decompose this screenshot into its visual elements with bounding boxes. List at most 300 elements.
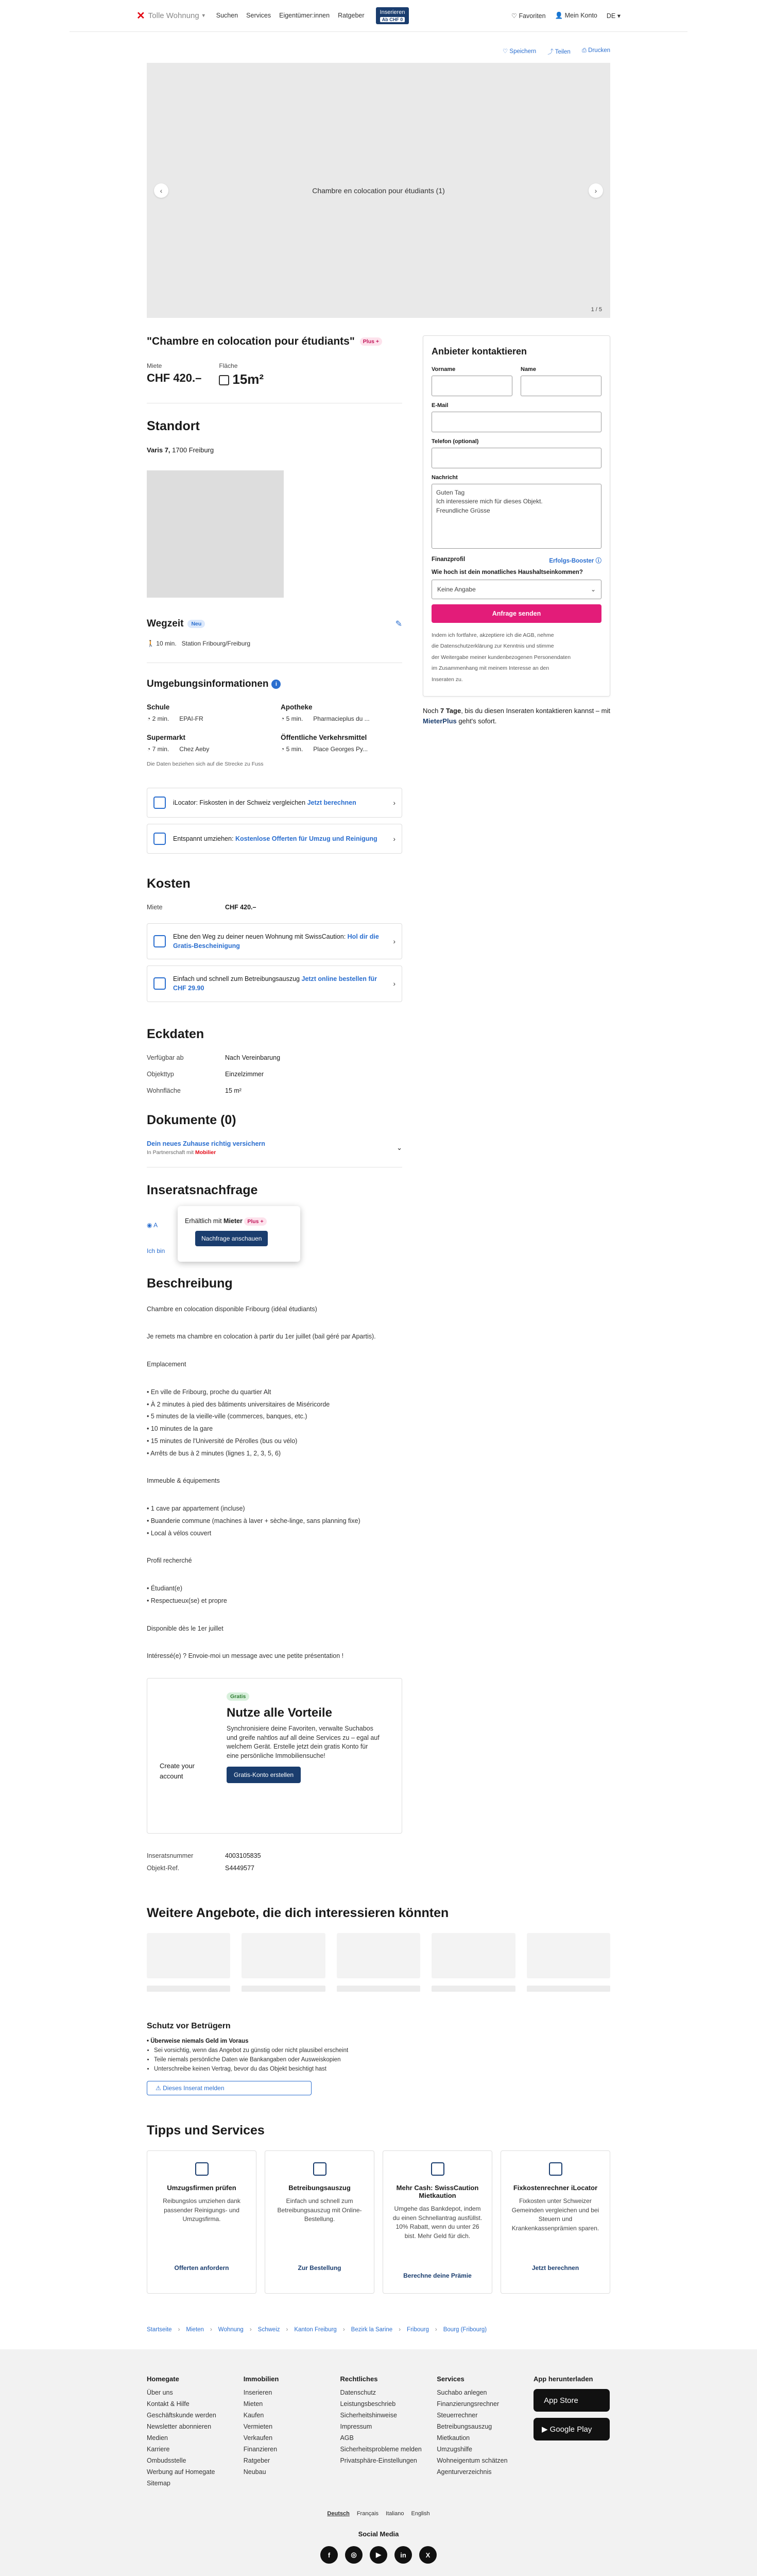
list-item: • 15 minutes de l'Université de Pérolles (bus ou vélo) xyxy=(147,1437,298,1445)
list-item: • 10 minutes de la gare xyxy=(147,1425,213,1432)
nav-item-owners[interactable]: Eigentümer:innen xyxy=(279,12,330,20)
listing-card-placeholder[interactable] xyxy=(432,1933,515,1978)
firstname-label: Vorname xyxy=(432,366,456,372)
way-heading: Wegzeit xyxy=(147,618,184,629)
legal-text xyxy=(432,630,601,686)
chevron-down-icon: ▾ xyxy=(202,12,205,19)
promo-link: Jetzt online bestellen für CHF 29.90 xyxy=(173,975,377,992)
footer-link[interactable]: Vermieten xyxy=(243,2423,273,2431)
tip-title: Mehr Cash: SwissCaution Mietkaution xyxy=(396,2184,479,2200)
footer-link[interactable]: Geschäftskunde werden xyxy=(147,2412,216,2419)
tip-text: Reibungslos umziehen dank passender Reinigungs- und Umzugsfirma. xyxy=(163,2197,240,2223)
list-item: • 5 minutes de la vieille-ville (commerces, banques, etc.) xyxy=(147,1413,307,1420)
page-content xyxy=(147,32,610,2333)
cost-row xyxy=(147,904,402,911)
map[interactable] xyxy=(147,470,284,598)
insurance-text xyxy=(147,1140,265,1156)
promo-text: Entspannt umziehen: xyxy=(173,835,234,842)
fact-row xyxy=(147,1054,402,1061)
footer-link[interactable]: Betreibungsauszug xyxy=(437,2423,492,2431)
breadcrumb-item[interactable]: Schweiz xyxy=(257,2327,280,2333)
legal-line: Indem ich fortfahre, akzeptiere ich die AGB, nehme xyxy=(432,632,554,638)
calculator-icon xyxy=(549,2162,562,2176)
surroundings-item xyxy=(147,703,268,722)
google-play-badge[interactable] xyxy=(534,2418,610,2441)
description-paragraph: Profil recherché xyxy=(147,1557,192,1565)
chevron-right-icon: › xyxy=(393,835,395,843)
contact-heading: Anbieter kontaktieren xyxy=(432,346,527,357)
description-paragraph: Je remets ma chambre en colocation à partir du 1er juillet (bail géré par Apartis). xyxy=(147,1333,376,1341)
description-paragraph: Chambre en colocation disponible Fribourg (idéal étudiants) xyxy=(147,1305,317,1313)
fact-label: Wohnfläche xyxy=(147,1087,181,1094)
app-store-label: App Store xyxy=(544,2396,578,2405)
favorites-link[interactable] xyxy=(511,12,546,20)
cta-text: Synchronisiere deine Favoriten, verwalte Suchabos und greife nahtlos auf all deine Services zu – egal auf welchem Gerät. Erstelle jetzt dein gratis Konto für eine persönliche Immobiliensuche! xyxy=(227,1725,380,1759)
area-icon xyxy=(219,375,229,385)
gallery-prev-button[interactable] xyxy=(154,183,168,198)
promo-debt-extract[interactable] xyxy=(147,965,402,1002)
tip-tile xyxy=(383,2150,492,2294)
ad-alert-hidden-link: Ich bin xyxy=(147,1247,165,1255)
footer-link[interactable]: Kontakt & Hilfe xyxy=(147,2400,190,2408)
tip-tile xyxy=(501,2150,610,2294)
walk-icon: ◔ 5 min. xyxy=(281,715,303,722)
list-item: • Respectueux(se) et propre xyxy=(147,1597,227,1604)
chevron-right-icon: › xyxy=(399,2327,401,2333)
footer-link[interactable]: Steuerrechner xyxy=(437,2412,478,2419)
contact-form xyxy=(423,335,610,697)
chevron-down-icon: ⌄ xyxy=(590,585,596,593)
header-right xyxy=(511,12,621,20)
breadcrumb-item[interactable]: Bezirk la Sarine xyxy=(351,2327,393,2333)
chevron-right-icon: › xyxy=(393,799,395,807)
surroundings-note: Die Daten beziehen sich auf die Strecke zu Fuss xyxy=(147,761,264,767)
listing-card-placeholder[interactable] xyxy=(147,1933,230,1978)
id-value: S4449577 xyxy=(225,1865,255,1872)
list-item: • 1 cave par appartement (incluse) xyxy=(147,1505,245,1512)
heart-icon: ♡ xyxy=(511,12,517,20)
fraud-heading: Schutz vor Betrügern xyxy=(147,2022,231,2030)
language-option[interactable]: Français xyxy=(356,2511,379,2517)
success-booster-link[interactable] xyxy=(549,556,601,565)
footer-link[interactable]: Ombudsstelle xyxy=(147,2457,186,2465)
promo-text: Einfach und schnell zum Betreibungsauszug xyxy=(173,975,300,983)
surroundings-item xyxy=(281,703,402,722)
footer-link[interactable]: Privatsphäre-Einstellungen xyxy=(340,2457,417,2465)
way-time: 10 min. xyxy=(156,640,177,647)
footer-link[interactable]: Sitemap xyxy=(147,2480,170,2487)
footer-link[interactable]: Leistungsbeschrieb xyxy=(340,2400,396,2408)
youtube-icon[interactable]: ▶ xyxy=(370,2546,387,2564)
chevron-right-icon: › xyxy=(286,2327,288,2333)
edit-icon[interactable]: ✎ xyxy=(395,620,402,629)
contact-limit-note xyxy=(423,706,610,727)
financial-profile-row xyxy=(432,556,601,565)
promo-moving[interactable] xyxy=(147,824,402,854)
tip-tile xyxy=(265,2150,374,2294)
list-item: • Unterschreibe keinen Vertrag, bevor du das Objekt besichtigt hast xyxy=(154,2065,610,2074)
free-badge: Gratis xyxy=(227,1692,249,1701)
footer-link[interactable]: Kaufen xyxy=(243,2412,264,2419)
surroundings-label: Supermarkt xyxy=(147,734,186,741)
logo[interactable] xyxy=(136,9,205,22)
message-field[interactable] xyxy=(432,484,601,549)
rent-block xyxy=(147,362,201,387)
breadcrumb xyxy=(147,2327,610,2333)
footer-column-title: Homegate xyxy=(147,2375,179,2383)
promo-list xyxy=(147,788,402,854)
description-paragraph: Emplacement xyxy=(147,1361,186,1368)
footer-link[interactable]: Verkaufen xyxy=(243,2434,273,2442)
breadcrumb-item[interactable]: Mieten xyxy=(186,2327,204,2333)
list-item: • Sei vorsichtig, wenn das Angebot zu günstig oder nicht plausibel erscheint xyxy=(154,2046,610,2056)
footer-link[interactable]: Über uns xyxy=(147,2389,173,2397)
tips-services xyxy=(147,2123,610,2294)
surroundings xyxy=(147,679,402,767)
rent-label: Miete xyxy=(147,362,162,369)
footer-column-title: Immobilien xyxy=(243,2375,279,2383)
way-destination: Station Fribourg/Freiburg xyxy=(181,640,251,647)
description-heading: Beschreibung xyxy=(147,1276,233,1291)
main-column xyxy=(147,335,402,1877)
promo-text: iLocator: Fiskosten in der Schweiz vergleichen xyxy=(173,799,306,806)
cost-label: Miete xyxy=(147,904,163,911)
surroundings-time: 7 min. xyxy=(152,745,169,753)
site-footer xyxy=(0,2349,757,2576)
tip-link[interactable]: Jetzt berechnen xyxy=(531,2264,579,2272)
footer-link[interactable]: Umzugshilfe xyxy=(437,2446,472,2453)
listing-card-placeholder[interactable] xyxy=(242,1933,325,1978)
insert-button[interactable] xyxy=(376,7,409,25)
area-value-row xyxy=(219,371,264,387)
create-account-button[interactable]: Gratis-Konto erstellen xyxy=(227,1767,301,1783)
description xyxy=(147,1276,402,1663)
promo-text: Ebne den Weg zu deiner neuen Wohnung mit SwissCaution: xyxy=(173,933,346,940)
documents-heading: Dokumente (0) xyxy=(147,1112,236,1127)
email-field[interactable] xyxy=(432,412,601,432)
footer-column-title: Rechtliches xyxy=(340,2375,378,2383)
surroundings-heading: Umgebungsinformationen xyxy=(147,679,269,689)
nav-item-services[interactable]: Services xyxy=(246,12,271,20)
lastname-label: Name xyxy=(521,366,536,372)
chevron-right-icon: › xyxy=(178,2327,180,2333)
list-item: • À 2 minutes à pied des bâtiments universitaires de Miséricorde xyxy=(147,1400,330,1408)
language-option[interactable]: Deutsch xyxy=(327,2511,350,2517)
list-item: • Buanderie commune (machines à laver + sèche-linge, sans planning fixe) xyxy=(147,1517,360,1524)
surroundings-item xyxy=(147,734,268,753)
tip-link[interactable]: Offerten anfordern xyxy=(174,2264,229,2272)
area-value: 15m² xyxy=(232,371,264,387)
fact-value: Einzelzimmer xyxy=(225,1070,264,1078)
share-icon: ⤴ xyxy=(547,49,554,55)
footer-link[interactable]: Finanzierungsrechner xyxy=(437,2400,500,2408)
share-label: Teilen xyxy=(555,49,571,55)
footer-link[interactable]: AGB xyxy=(340,2434,354,2442)
image-gallery[interactable] xyxy=(147,63,610,318)
tip-title: Umzugsfirmen prüfen xyxy=(167,2184,236,2192)
key-values xyxy=(147,362,402,387)
ad-alert-heading: Inseratsnachfrage xyxy=(147,1182,258,1197)
way-time-row xyxy=(147,640,402,647)
chevron-down-icon: ⌄ xyxy=(397,1143,402,1151)
surroundings-time: 5 min. xyxy=(286,745,303,753)
surroundings-label: Schule xyxy=(147,703,170,711)
document-icon xyxy=(153,935,166,947)
contact-sidebar xyxy=(423,335,610,1877)
chevron-left-icon: ‹ xyxy=(160,186,163,195)
header-left xyxy=(136,7,409,25)
ad-alert-hidden-text xyxy=(147,1222,158,1229)
insurance-link: Dein neues Zuhause richtig versichern xyxy=(147,1140,265,1147)
promo-link: Jetzt berechnen xyxy=(307,799,356,806)
footer-link[interactable]: Agenturverzeichnis xyxy=(437,2468,492,2476)
phone-group xyxy=(432,438,601,468)
surroundings-label: Öffentliche Verkehrsmittel xyxy=(281,734,367,741)
heart-icon: ♡ xyxy=(502,48,508,55)
list-item: • Arrêts de bus à 2 minutes (lignes 1, 2, 3, 5, 6) xyxy=(147,1449,281,1457)
days-prefix: Noch xyxy=(423,706,439,715)
warning-icon: ⚠ xyxy=(156,2084,161,2092)
surroundings-item xyxy=(281,734,402,753)
cta-left-text: Create your account xyxy=(160,1762,195,1780)
promo-ilocator[interactable] xyxy=(147,788,402,818)
insert-badge: Ab CHF 0 xyxy=(380,17,405,23)
chevron-right-icon: › xyxy=(435,2327,437,2333)
way-time-header xyxy=(147,618,402,630)
info-icon[interactable]: i xyxy=(271,680,281,689)
fact-label: Objekttyp xyxy=(147,1070,174,1078)
surroundings-place: Place Georges Py... xyxy=(313,745,368,753)
email-label: E-Mail xyxy=(432,402,449,409)
tip-link[interactable]: Zur Bestellung xyxy=(298,2264,341,2272)
listing-card-placeholder[interactable] xyxy=(527,1933,610,1978)
favorites-label: Favoriten xyxy=(519,12,546,20)
cta-heading: Nutze alle Vorteile xyxy=(227,1706,332,1720)
print-button[interactable] xyxy=(582,47,610,56)
fact-row xyxy=(147,1071,402,1078)
footer-column xyxy=(244,2375,330,2491)
social-heading: Social Media xyxy=(358,2530,399,2538)
footer-link[interactable]: Medien xyxy=(147,2434,168,2442)
phone-field[interactable] xyxy=(432,448,601,468)
plus-badge: Plus + xyxy=(360,337,382,346)
footer-link[interactable]: Sicherheitsprobleme melden xyxy=(340,2446,422,2453)
ad-alert-hidden-label: A xyxy=(153,1221,158,1229)
breadcrumb-item[interactable]: Startseite xyxy=(147,2327,172,2333)
moving-icon xyxy=(195,2162,209,2176)
footer-column-title: Services xyxy=(437,2375,464,2383)
linkedin-icon[interactable]: in xyxy=(394,2546,412,2564)
breadcrumb-item[interactable]: Wohnung xyxy=(218,2327,244,2333)
gallery-counter: 1 / 5 xyxy=(591,307,602,313)
address xyxy=(147,446,402,454)
calculator-icon xyxy=(153,796,166,809)
id-row xyxy=(147,1865,402,1872)
footer-link[interactable]: Werbung auf Homegate xyxy=(147,2468,215,2476)
save-label: Speichern xyxy=(509,48,537,55)
mieterplus-link[interactable]: MieterPlus xyxy=(423,717,457,725)
tip-text: Umgehe das Bankdepot, indem du einen Schnellantrag ausfüllst. 10% Rabatt, wenn du unter 26 bist. Mehr Geld für dich. xyxy=(392,2205,483,2240)
facts-heading: Eckdaten xyxy=(147,1026,204,1041)
walk-icon: ◔ 7 min. xyxy=(147,745,169,753)
nav-item-search[interactable]: Suchen xyxy=(216,12,238,20)
location-heading: Standort xyxy=(147,419,200,433)
popup-text: Erhältlich mit xyxy=(185,1217,222,1225)
surroundings-place: Pharmacieplus du ... xyxy=(313,715,370,722)
list-item: • Teile niemals persönliche Daten wie Bankangaben oder Ausweiskopien xyxy=(154,2056,610,2065)
plus-badge-label: Plus xyxy=(247,1218,259,1225)
walk-icon: ◔ 2 min. xyxy=(147,715,169,722)
message-group xyxy=(432,474,601,550)
fact-row xyxy=(147,1087,402,1094)
save-button[interactable] xyxy=(503,47,536,56)
partner-logo: Mobilier xyxy=(195,1149,216,1156)
facebook-icon[interactable]: f xyxy=(320,2546,338,2564)
chevron-right-icon: › xyxy=(249,2327,252,2333)
language-label: DE xyxy=(606,12,616,20)
listing-card-placeholder[interactable] xyxy=(337,1933,420,1978)
footer-link[interactable]: Mieten xyxy=(243,2400,263,2408)
footer-apps xyxy=(534,2375,610,2491)
ad-alert-popup xyxy=(178,1206,300,1262)
fraud-main-tip: • Überweise niemals Geld im Voraus xyxy=(147,2038,249,2044)
footer-link[interactable]: Karriere xyxy=(147,2446,170,2453)
footer-link[interactable]: Wohneigentum schätzen xyxy=(437,2457,508,2465)
profile-list xyxy=(147,1583,402,1607)
language-switch[interactable]: DE ▾ xyxy=(606,12,621,20)
new-badge: Neu xyxy=(187,620,205,628)
footer-columns xyxy=(147,2375,610,2491)
insurance-box[interactable] xyxy=(147,1140,402,1167)
footer-link[interactable]: Ratgeber xyxy=(243,2457,270,2465)
instagram-icon[interactable]: ◎ xyxy=(345,2546,363,2564)
area-block xyxy=(219,362,264,387)
tips-heading: Tipps und Services xyxy=(147,2123,265,2138)
account-link[interactable] xyxy=(555,12,597,20)
shield-icon xyxy=(431,2162,444,2176)
send-request-button[interactable]: Anfrage senden xyxy=(432,604,601,623)
breadcrumb-item[interactable]: Fribourg xyxy=(407,2327,429,2333)
footer-link[interactable]: Impressum xyxy=(340,2423,372,2431)
app-store-badge[interactable] xyxy=(534,2389,610,2412)
report-listing-button[interactable] xyxy=(147,2081,312,2095)
id-label: Inseratsnummer xyxy=(147,1852,194,1859)
days-text: , bis du diesen Inseraten kontaktieren kannst – mit xyxy=(461,706,610,715)
footer-link[interactable]: Inserieren xyxy=(243,2389,272,2397)
account-label: Mein Konto xyxy=(564,12,597,19)
plus-badge-label: Plus xyxy=(363,338,374,345)
gallery-next-button[interactable] xyxy=(589,183,603,198)
email-group xyxy=(432,402,601,432)
listing-ids xyxy=(147,1852,402,1872)
surroundings-place: Chez Aeby xyxy=(179,745,210,753)
income-select[interactable] xyxy=(432,580,601,599)
walk-icon: ◔ 5 min. xyxy=(281,745,303,753)
view-demand-button[interactable]: Nachfrage anschauen xyxy=(195,1231,268,1246)
site-header xyxy=(70,0,687,32)
tip-link[interactable]: Berechne deine Prämie xyxy=(403,2272,472,2280)
breadcrumb-item[interactable]: Kanton Freiburg xyxy=(294,2327,337,2333)
surroundings-grid xyxy=(147,703,402,753)
footer-link[interactable]: Newsletter abonnieren xyxy=(147,2423,212,2431)
breadcrumb-item[interactable]: Bourg (Fribourg) xyxy=(443,2327,487,2333)
address-city: 1700 Freiburg xyxy=(172,446,214,454)
firstname-field[interactable] xyxy=(432,376,512,396)
language-option[interactable]: Italiano xyxy=(386,2511,404,2517)
promo-link: Hol dir die Gratis-Bescheinigung xyxy=(173,933,379,950)
footer-link[interactable]: Sicherheitshinweise xyxy=(340,2412,397,2419)
ad-alert-section xyxy=(147,1206,402,1276)
google-play-label: Google Play xyxy=(549,2425,592,2434)
logo-mark-icon: ✕ xyxy=(136,10,145,22)
footer-link[interactable]: Neubau xyxy=(243,2468,266,2476)
promo-swisscaution[interactable] xyxy=(147,923,402,959)
tip-tile xyxy=(147,2150,256,2294)
area-label: Fläche xyxy=(219,362,238,369)
account-cta xyxy=(147,1678,402,1834)
similar-cards xyxy=(147,1933,610,1978)
user-icon: 👤 xyxy=(555,12,563,19)
gallery-caption: Chambre en colocation pour étudiants (1) xyxy=(312,186,445,195)
insert-label: Inserieren xyxy=(380,9,405,15)
chevron-right-icon: › xyxy=(342,2327,345,2333)
language-option[interactable]: English xyxy=(411,2511,430,2517)
income-question: Wie hoch ist dein monatliches Haushaltseinkommen? xyxy=(432,569,583,575)
financial-profile-label: Finanzprofil xyxy=(432,556,466,563)
footer-link[interactable]: Suchabo anlegen xyxy=(437,2389,487,2397)
fact-label: Verfügbar ab xyxy=(147,1054,184,1061)
id-label: Objekt-Ref. xyxy=(147,1865,180,1872)
listing-title-row xyxy=(147,335,402,348)
footer-link[interactable]: Mietkaution xyxy=(437,2434,470,2442)
days-suffix: geht's sofort. xyxy=(458,717,497,725)
equipment-list xyxy=(147,1503,402,1539)
description-paragraph: Intéressé(e) ? Envoie-moi un message avec une petite présentation ! xyxy=(147,1652,344,1660)
tip-text: Einfach und schnell zum Betreibungsauszug mit Online-Bestellung. xyxy=(277,2197,362,2223)
social-links xyxy=(0,2546,757,2564)
fact-value: Nach Vereinbarung xyxy=(225,1054,281,1061)
nav-item-guide[interactable]: Ratgeber xyxy=(338,12,365,20)
similar-listings xyxy=(147,1906,610,1978)
document-icon xyxy=(153,977,166,990)
share-button[interactable] xyxy=(547,47,571,56)
cta-content xyxy=(227,1692,381,1812)
lastname-field[interactable] xyxy=(521,376,601,396)
similar-heading: Weitere Angebote, die dich interessieren könnten xyxy=(147,1906,449,1920)
tips-tiles xyxy=(147,2150,610,2294)
plus-badge: Plus + xyxy=(244,1217,266,1226)
main-nav xyxy=(216,12,365,19)
chevron-right-icon: › xyxy=(210,2327,212,2333)
fraud-protection xyxy=(147,2022,610,2095)
popup-brand: Mieter xyxy=(223,1217,243,1225)
walk-icon: 🚶 xyxy=(147,640,154,647)
print-icon: ⎙ xyxy=(581,47,587,54)
legal-line: im Zusammenhang mit meinem Interesse an den xyxy=(432,665,549,672)
play-icon: ▶ xyxy=(541,2425,548,2434)
income-select-value: Keine Angabe xyxy=(437,585,476,593)
description-paragraph: Disponible dès le 1er juillet xyxy=(147,1624,223,1632)
costs-heading: Kosten xyxy=(147,876,191,891)
cost-value: CHF 420.– xyxy=(225,904,256,911)
chevron-right-icon: › xyxy=(594,186,597,195)
x-icon[interactable]: X xyxy=(419,2546,437,2564)
surroundings-label: Apotheke xyxy=(281,703,313,711)
surroundings-time: 5 min. xyxy=(286,715,303,722)
footer-link[interactable]: Finanzieren xyxy=(243,2446,278,2453)
address-street: Varis 7, xyxy=(147,446,170,454)
footer-link[interactable]: Datenschutz xyxy=(340,2389,376,2397)
